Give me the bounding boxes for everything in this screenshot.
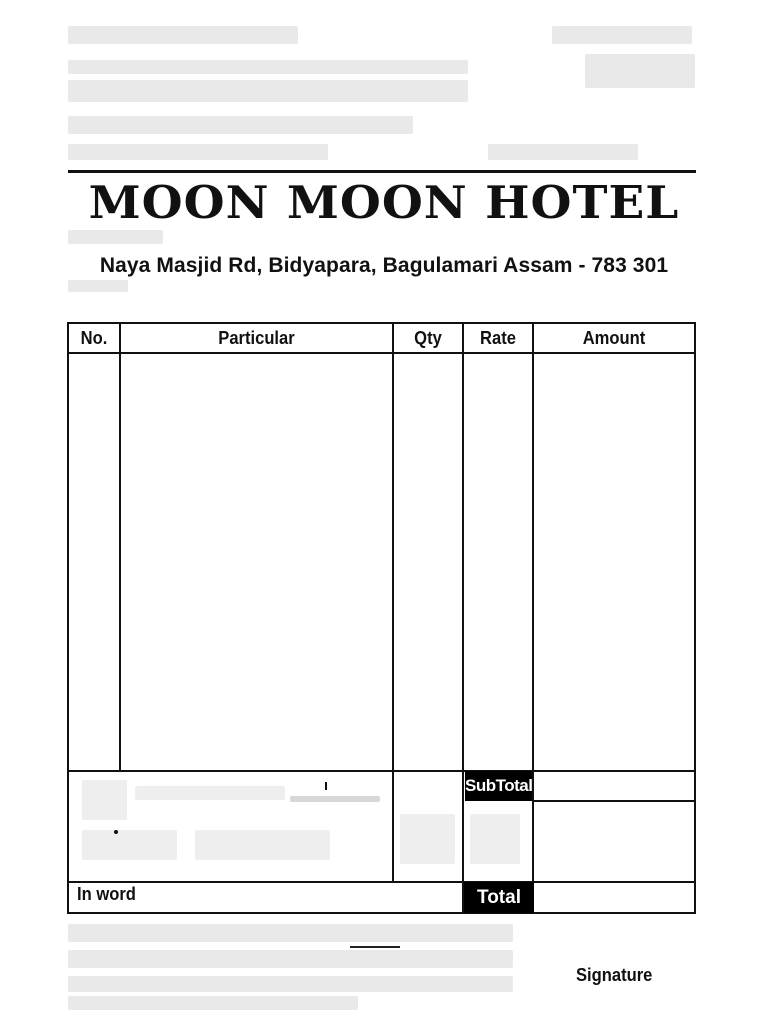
subtotal-divider	[533, 800, 696, 802]
col-divider-particular	[392, 322, 394, 883]
hotel-address: Naya Masjid Rd, Bidyapara, Bagulamari Assam - 783 301	[99, 254, 669, 277]
signature-label: Signature	[576, 965, 653, 985]
col-divider-no	[119, 322, 121, 772]
col-divider-rate	[532, 322, 534, 914]
total-label: Total	[464, 882, 534, 913]
top-rule	[68, 170, 696, 173]
total-row-divider	[67, 881, 696, 883]
col-divider-qty	[462, 322, 464, 914]
header-qty: Qty	[414, 328, 442, 348]
hotel-name: MOON MOON HOTEL	[88, 177, 680, 230]
header-particular: Particular	[218, 328, 295, 348]
bill-table	[67, 322, 696, 914]
header-amount: Amount	[582, 328, 646, 348]
subtotal-label: SubTotal	[465, 771, 532, 801]
header-no: No.	[80, 328, 108, 348]
header-rate: Rate	[480, 328, 516, 348]
items-bottom-divider	[67, 770, 696, 772]
in-word-label: In word	[77, 884, 136, 904]
